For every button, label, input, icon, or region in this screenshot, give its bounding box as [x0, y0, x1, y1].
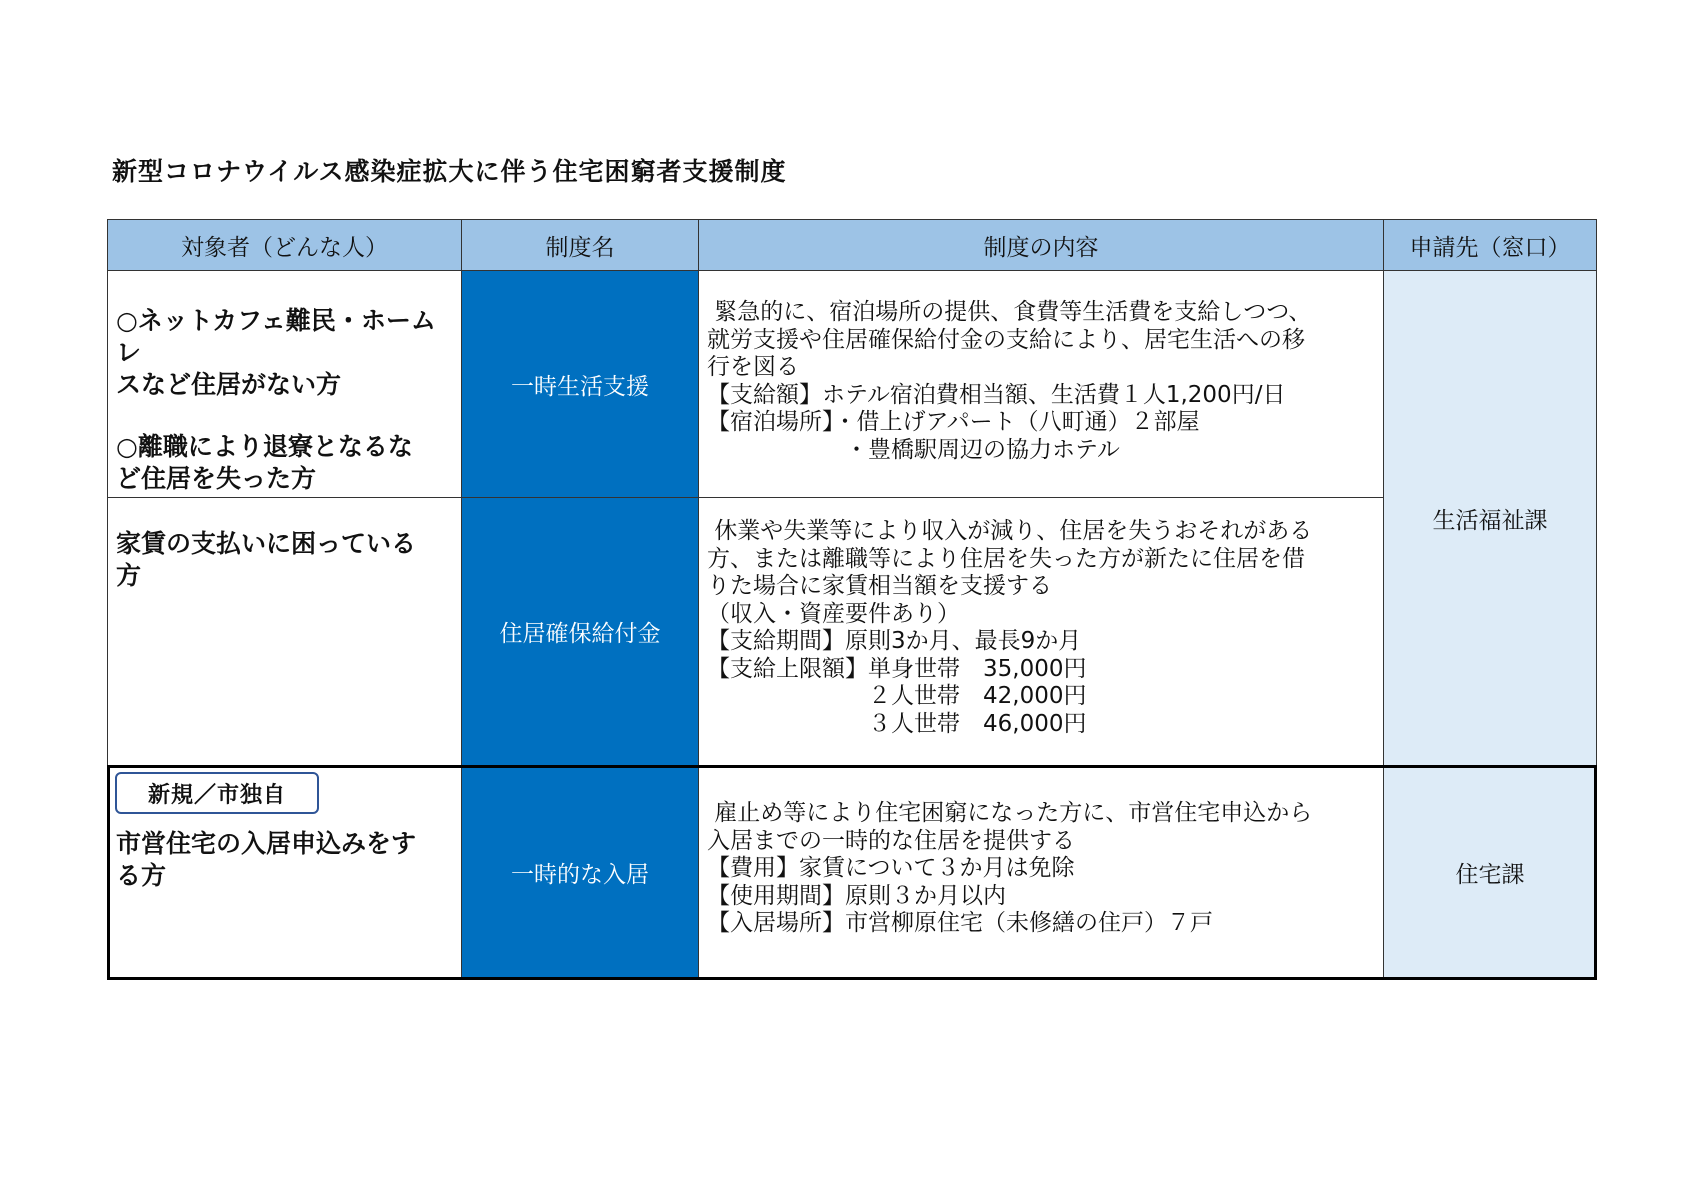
page-title: 新型コロナウイルス感染症拡大に伴う住宅困窮者支援制度	[112, 157, 787, 186]
row-1-target-line: ○離職により退寮となるな	[116, 432, 413, 461]
row-1-target-line: ○ネットカフェ難民・ホームレ	[116, 306, 436, 367]
row-3-window: 住宅課	[1383, 765, 1597, 980]
row-1-target-line	[116, 401, 453, 431]
row-1-content: 緊急的に、宿泊場所の提供、食費等生活費を支給しつつ、 就労支援や住居確保給付金の支給により、居宅生活への移 行を図る 【支給額】ホテル宿泊費相当額、生活費１人1,200円/日 【宿泊場所】・借上げアパート（八町通）２部屋 ・豊橋駅周辺の協力ホテル	[698, 270, 1384, 498]
row-1-target-line: スなど住居がない方	[116, 370, 342, 399]
row-2-content: 休業や失業等により収入が減り、住居を失うおそれがある 方、または離職等により住居を失った方が新たに住居を借 りた場合に家賃相当額を支援する （収入・資産要件あり） 【支給期間】原則3か月、最長9か月 【支給上限額】単身世帯 35,000円 ２人世帯 42,000円 ３人世帯 46,000円	[698, 497, 1384, 766]
header-window: 申請先（窓口）	[1383, 219, 1597, 271]
shared-window: 生活福祉課	[1383, 270, 1597, 766]
row-2-system: 住居確保給付金	[461, 497, 699, 766]
row-2-target-line: 家賃の支払いに困っている	[116, 529, 417, 558]
row-1-system: 一時生活支援	[461, 270, 699, 498]
row-3-content: 雇止め等により住宅困窮になった方に、市営住宅申込から 入居までの一時的な住居を提供する 【費用】家賃について３か月は免除 【使用期間】原則３か月以内 【入居場所】市営柳原住宅（未修繕の住戸）７戸	[698, 765, 1384, 980]
row-2-target-line: 方	[116, 561, 142, 590]
row-1-target-line: ど住居を失った方	[116, 464, 317, 493]
row-2-target	[107, 497, 462, 766]
row-1-target	[107, 270, 462, 498]
row-3-target-line: る方	[116, 861, 167, 890]
row-3-system: 一時的な入居	[461, 765, 699, 980]
header-target: 対象者（どんな人）	[107, 219, 462, 271]
row-3-target-line: 市営住宅の入居申込みをす	[116, 829, 417, 858]
new-independent-badge: 新規／市独自	[115, 772, 319, 814]
header-system: 制度名	[461, 219, 699, 271]
header-content: 制度の内容	[698, 219, 1384, 271]
